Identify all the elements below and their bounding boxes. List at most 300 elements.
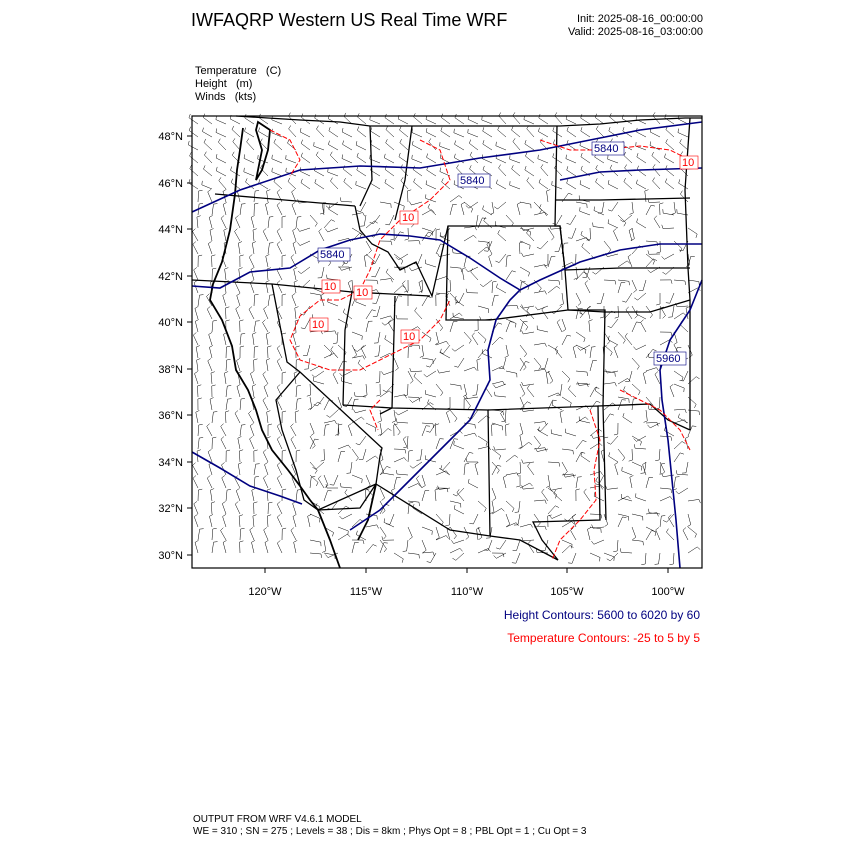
wind-barb xyxy=(425,390,436,397)
wind-barb xyxy=(562,521,574,527)
wind-barb xyxy=(461,202,464,215)
wind-barb xyxy=(585,281,590,293)
wind-barb xyxy=(646,477,653,488)
wind-barb xyxy=(196,345,200,358)
wind-barb xyxy=(618,282,625,293)
wind-barb xyxy=(380,316,393,319)
wind-barb xyxy=(674,441,685,449)
wind-barb xyxy=(198,295,204,306)
wind-barb xyxy=(534,265,547,269)
wind-barb xyxy=(366,423,376,432)
wind-barb xyxy=(426,228,436,237)
wind-barb xyxy=(534,422,546,426)
wind-barb xyxy=(688,547,700,553)
wind-barb xyxy=(408,553,419,558)
wind-barb xyxy=(593,223,604,228)
wind-barb xyxy=(352,542,359,553)
contour-label: 5840 xyxy=(460,175,485,187)
wind-barb xyxy=(464,235,476,241)
wind-barb xyxy=(321,449,325,461)
wind-barb xyxy=(441,114,450,124)
wind-barb xyxy=(454,505,464,514)
wind-barb xyxy=(468,479,478,488)
wind-barb xyxy=(380,488,385,501)
wind-barb xyxy=(415,307,422,319)
wind-barb xyxy=(396,418,408,423)
wind-barb xyxy=(499,112,506,124)
wind-barb xyxy=(189,127,198,137)
wind-barb xyxy=(525,152,534,163)
wind-barb xyxy=(618,517,626,527)
wind-barb xyxy=(517,462,521,474)
wind-barb xyxy=(506,473,519,477)
wind-barb xyxy=(263,398,268,410)
wind-barb xyxy=(399,153,408,163)
wind-barb xyxy=(604,345,612,356)
wind-barb xyxy=(496,284,506,293)
wind-barb xyxy=(553,215,562,225)
wind-barb xyxy=(496,180,506,189)
wind-barb xyxy=(384,518,394,527)
wind-barb xyxy=(277,229,282,241)
wind-barb xyxy=(665,179,674,189)
wind-barb xyxy=(576,332,585,342)
valid-time: Valid: 2025-08-16_03:00:00 xyxy=(568,26,703,38)
wind-barb xyxy=(630,475,634,488)
lat-tick-label: 46°N xyxy=(158,178,183,190)
wind-barb xyxy=(607,436,618,444)
wind-barb xyxy=(198,190,203,202)
wind-barb xyxy=(226,450,230,462)
wind-barb xyxy=(630,202,634,214)
wind-barb xyxy=(510,155,520,163)
wind-barb xyxy=(207,424,212,436)
wind-barb xyxy=(348,423,352,436)
model-version: OUTPUT FROM WRF V4.6.1 MODEL xyxy=(193,814,362,825)
wind-barb xyxy=(366,456,378,462)
wind-barb xyxy=(560,410,564,423)
wind-barb xyxy=(223,202,226,215)
wind-barb xyxy=(620,215,632,222)
wind-barb xyxy=(272,116,282,124)
wind-barb xyxy=(330,152,338,163)
wind-barb xyxy=(338,527,348,535)
wind-barb xyxy=(637,218,646,228)
wind-barb xyxy=(194,501,198,514)
wind-barb xyxy=(386,139,394,150)
wind-barb xyxy=(682,462,688,473)
wind-barb xyxy=(472,333,478,345)
wind-barb xyxy=(352,345,357,358)
wind-barb xyxy=(493,384,506,388)
wind-barb xyxy=(324,331,336,335)
wind-barb xyxy=(226,489,231,501)
wind-barb xyxy=(688,228,697,238)
wind-barb xyxy=(604,241,611,253)
wind-barb xyxy=(189,179,198,189)
wind-barb xyxy=(356,141,366,150)
wind-barb xyxy=(489,254,492,267)
wind-barb xyxy=(268,346,272,358)
wind-barb xyxy=(463,384,467,397)
wind-barb xyxy=(573,345,576,358)
wind-barb xyxy=(340,371,352,376)
wind-barb xyxy=(223,514,226,527)
wind-barb xyxy=(277,203,282,215)
wind-barb xyxy=(325,228,338,232)
wind-barb xyxy=(386,126,394,137)
wind-barb xyxy=(193,242,198,254)
wind-barb xyxy=(422,210,434,215)
wind-barb xyxy=(440,142,450,150)
wind-barb xyxy=(394,232,404,241)
wind-barb xyxy=(576,452,585,462)
wind-barb xyxy=(310,423,314,436)
wind-barb xyxy=(266,332,270,345)
wind-barb xyxy=(618,378,630,384)
wind-barb xyxy=(324,345,332,356)
wind-barb xyxy=(408,346,412,358)
wind-barb xyxy=(614,423,618,435)
model-config: WE = 310 ; SN = 275 ; Levels = 38 ; Dis = 8km ; Phys Opt = 8 ; PBL Opt = 1 ; Cu Opt = 3 xyxy=(193,826,587,837)
wind-barb xyxy=(494,392,506,397)
wind-barb xyxy=(223,293,226,306)
wind-barb xyxy=(225,268,229,280)
wind-barb xyxy=(244,168,254,176)
wind-barb xyxy=(679,179,688,189)
wind-barb xyxy=(576,293,581,305)
field-temperature: Temperature (C) xyxy=(195,65,282,77)
wind-barb xyxy=(301,319,310,329)
wind-barb xyxy=(340,483,352,488)
wind-barb xyxy=(292,293,296,306)
wind-barb xyxy=(396,470,408,475)
wind-barb xyxy=(308,397,312,410)
wind-barb xyxy=(666,293,674,303)
wind-barb xyxy=(352,356,365,360)
wind-barb xyxy=(422,426,430,436)
wind-barb xyxy=(632,540,643,545)
wind-barb xyxy=(301,179,310,189)
wind-barb xyxy=(516,475,520,487)
wind-barb xyxy=(324,553,335,559)
wind-barb xyxy=(527,385,534,397)
contour-label: 10 xyxy=(356,287,369,299)
wind-barb xyxy=(455,296,464,306)
wind-barb xyxy=(356,181,366,189)
wind-barb xyxy=(429,138,436,150)
wind-barb xyxy=(195,540,198,553)
wind-barb xyxy=(566,155,576,163)
wind-barb xyxy=(665,165,674,176)
wind-barb xyxy=(396,410,408,415)
wind-barb xyxy=(235,215,240,228)
wind-barb xyxy=(194,267,198,280)
wind-barb xyxy=(604,553,614,561)
wind-barb xyxy=(277,475,282,488)
wind-barb xyxy=(668,515,674,527)
wind-barb xyxy=(314,142,324,150)
wind-barb xyxy=(668,306,674,317)
wind-barb xyxy=(331,346,338,358)
wind-barb xyxy=(216,167,226,176)
wind-barb xyxy=(198,437,203,449)
wind-barb xyxy=(222,501,226,514)
wind-barb xyxy=(534,514,540,526)
wind-barb xyxy=(209,462,212,475)
wind-barb xyxy=(674,477,679,488)
wind-barb xyxy=(646,531,655,540)
wind-barb xyxy=(318,476,324,488)
wind-barb xyxy=(581,452,590,462)
wind-barb xyxy=(357,153,366,163)
wind-barb xyxy=(555,112,562,124)
contour-label: 10 xyxy=(312,319,325,331)
wind-barb xyxy=(267,411,271,423)
wind-barb xyxy=(291,424,296,436)
wind-barb xyxy=(646,422,658,426)
contour-label: 10 xyxy=(682,157,695,169)
wind-barb xyxy=(240,204,245,215)
wind-barb xyxy=(267,489,271,501)
wind-barb xyxy=(538,155,548,163)
wind-barb xyxy=(478,527,482,540)
wind-barb xyxy=(455,293,464,303)
wind-barb xyxy=(385,179,394,189)
wind-barb xyxy=(646,397,653,409)
wind-barb xyxy=(366,280,378,284)
wind-barb xyxy=(492,337,503,345)
wind-barb xyxy=(254,502,258,514)
wind-barb xyxy=(672,202,676,214)
wind-barb xyxy=(576,202,587,208)
wind-barb xyxy=(527,177,534,189)
wind-barb xyxy=(567,127,576,137)
wind-barb xyxy=(236,306,240,319)
contour-label: 10 xyxy=(402,212,415,224)
wind-barb xyxy=(366,545,377,553)
wind-barb xyxy=(567,179,576,189)
wind-barb xyxy=(517,202,520,215)
wind-barb xyxy=(254,190,259,202)
wind-barb xyxy=(352,519,363,527)
wind-barb xyxy=(426,180,436,189)
wind-barb xyxy=(203,165,212,176)
wind-barb xyxy=(338,534,350,540)
wind-barb xyxy=(660,203,664,215)
wind-barb xyxy=(254,346,258,358)
wind-barb xyxy=(547,190,551,202)
wind-barb xyxy=(264,462,268,475)
temperature-legend: Temperature Contours: -25 to 5 by 5 xyxy=(507,631,700,645)
wind-barb xyxy=(265,202,269,215)
wind-barb xyxy=(310,476,315,488)
wind-barb xyxy=(436,527,439,540)
wind-barb xyxy=(483,206,492,215)
wind-barb xyxy=(342,128,352,137)
wind-barb xyxy=(250,280,254,293)
wind-barb xyxy=(422,297,431,306)
wind-barb xyxy=(548,228,554,240)
wind-barb xyxy=(632,322,640,332)
wind-barb xyxy=(464,433,477,436)
wind-barb xyxy=(249,254,254,267)
wind-barb xyxy=(383,469,394,475)
wind-barb xyxy=(655,372,660,384)
wind-barb xyxy=(312,462,324,469)
wind-barb xyxy=(674,371,683,381)
wind-barb xyxy=(580,207,590,215)
wind-barb xyxy=(608,202,618,211)
wind-barb xyxy=(494,446,506,450)
wind-barb xyxy=(409,202,422,205)
wind-barb xyxy=(452,553,464,560)
wind-barb xyxy=(370,215,380,224)
wind-barb xyxy=(238,436,242,449)
wind-barb xyxy=(469,514,478,524)
wind-barb xyxy=(644,410,648,422)
wind-barb xyxy=(546,475,550,488)
wind-barb xyxy=(219,177,226,189)
wind-barb xyxy=(254,321,260,332)
wind-barb xyxy=(506,322,514,332)
wind-barb xyxy=(506,424,510,436)
wind-barb xyxy=(253,333,257,345)
wind-barb xyxy=(338,451,345,462)
wind-barb xyxy=(666,529,674,540)
wind-barb xyxy=(247,138,254,150)
wind-barb xyxy=(240,528,245,540)
wind-barb xyxy=(250,423,254,436)
wind-barb xyxy=(340,197,352,202)
wind-barb xyxy=(464,452,473,462)
wind-barb xyxy=(303,345,310,356)
wind-barb xyxy=(268,243,273,254)
wind-barb xyxy=(660,497,673,501)
wind-barb xyxy=(422,423,434,428)
wind-barb xyxy=(521,253,534,257)
wind-barb xyxy=(238,463,242,475)
wind-barb xyxy=(277,436,282,449)
wind-barb xyxy=(554,490,562,501)
lon-tick-label: 110°W xyxy=(450,586,484,598)
wind-barb xyxy=(622,467,632,475)
wind-barb xyxy=(464,463,469,475)
wind-barb xyxy=(519,436,523,449)
wind-barb xyxy=(385,215,394,225)
wind-barb xyxy=(360,215,366,226)
wind-barb xyxy=(277,462,282,475)
wind-barb xyxy=(478,306,489,313)
wind-barb xyxy=(352,540,364,544)
wind-barb xyxy=(339,267,352,270)
wind-barb xyxy=(282,411,286,423)
wind-barb xyxy=(293,514,296,527)
wind-barb xyxy=(641,320,646,332)
wind-barb xyxy=(534,500,546,504)
wind-barb xyxy=(392,410,396,422)
wind-barb xyxy=(198,255,202,267)
wind-barb xyxy=(534,212,547,216)
wind-barb xyxy=(204,152,212,163)
wind-barb xyxy=(629,228,632,241)
wind-barb xyxy=(208,241,212,254)
wind-barb xyxy=(562,545,573,553)
wind-barb xyxy=(580,142,590,150)
wind-barb xyxy=(555,346,562,358)
wind-barb xyxy=(400,126,408,137)
wind-barb xyxy=(329,205,338,215)
map-title: IWFAQRP Western US Real Time WRF xyxy=(191,10,508,30)
wind-barb xyxy=(333,332,338,344)
wind-barb xyxy=(426,260,436,267)
wind-barb xyxy=(338,445,351,449)
wind-barb xyxy=(272,155,282,163)
wind-barb xyxy=(660,280,672,284)
wind-barb xyxy=(277,345,282,358)
wind-barb xyxy=(512,165,520,176)
wind-barb xyxy=(358,113,366,124)
wind-barb xyxy=(623,413,632,423)
wind-barb xyxy=(268,217,273,228)
wind-barb xyxy=(237,293,240,306)
wind-barb xyxy=(324,420,337,424)
wind-barb xyxy=(310,215,317,227)
wind-barb xyxy=(468,129,478,137)
field-height: Height (m) xyxy=(195,78,253,90)
wind-barb xyxy=(669,553,674,565)
wind-barb xyxy=(492,449,501,459)
wind-barb xyxy=(422,228,432,235)
wind-barb xyxy=(557,320,562,332)
wind-barb xyxy=(263,372,268,384)
contour-label: 10 xyxy=(403,331,416,343)
wind-barb xyxy=(253,515,257,527)
wind-barb xyxy=(363,384,367,396)
wind-barb xyxy=(618,449,625,461)
wind-barb xyxy=(539,179,548,189)
wind-barb xyxy=(324,220,335,228)
wind-barb xyxy=(680,139,688,150)
wind-barb xyxy=(618,261,630,267)
wind-barb xyxy=(496,142,506,150)
wind-barb xyxy=(478,549,491,553)
wind-barb xyxy=(562,462,567,474)
wind-barb xyxy=(582,243,590,254)
wind-barb xyxy=(382,319,394,325)
wind-barb xyxy=(436,294,440,306)
wind-barb xyxy=(513,112,520,124)
wind-barb xyxy=(412,141,422,150)
wind-barb xyxy=(221,216,226,228)
wind-barb xyxy=(632,384,640,395)
wind-barb xyxy=(674,409,686,413)
wind-barb xyxy=(252,540,256,553)
wind-barb xyxy=(662,254,674,259)
wind-barb xyxy=(394,477,401,488)
wind-barb xyxy=(435,332,439,345)
wind-barb xyxy=(318,267,324,278)
wind-barb xyxy=(282,294,286,306)
wind-barb xyxy=(506,255,511,267)
wind-barb xyxy=(590,471,603,475)
longitude-axis xyxy=(248,568,685,598)
wind-barb xyxy=(498,126,506,137)
wind-barb xyxy=(495,254,506,263)
wind-barb xyxy=(676,488,688,494)
wind-barb xyxy=(660,332,672,336)
wind-barb xyxy=(436,536,449,540)
